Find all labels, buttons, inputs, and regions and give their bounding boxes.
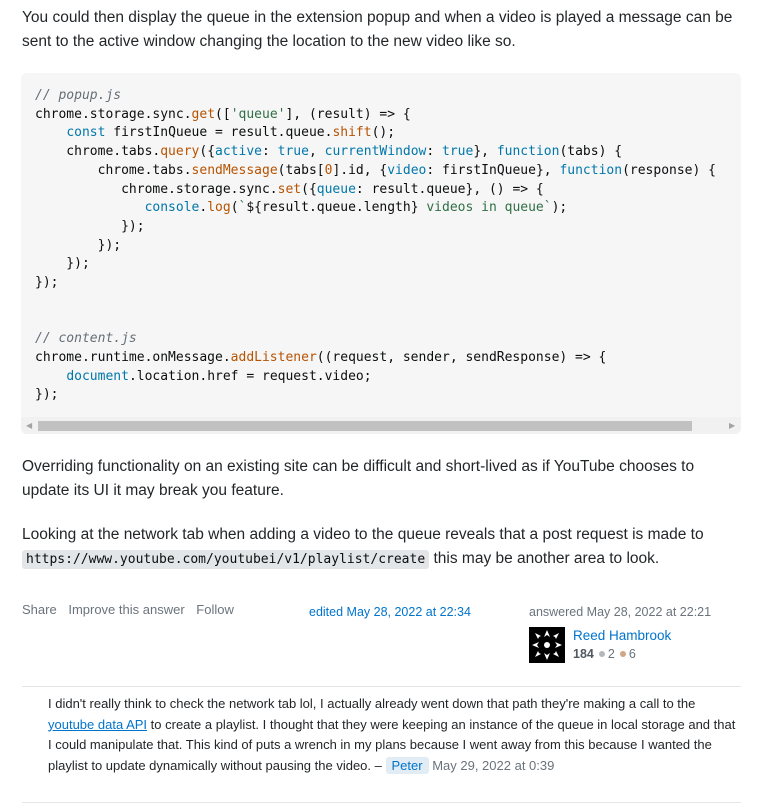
identicon-icon (529, 627, 565, 663)
scroll-right-icon[interactable]: ▶ (729, 421, 736, 430)
code-comment-content: // content.js (35, 331, 137, 347)
answered-timestamp: answered May 28, 2022 at 22:21 (529, 605, 712, 619)
comment: I didn't really think to check the network tab lol, I actually already went down that path they're making a call to the youtube data API to create a playlist. I thought that they were keeping an instance of the queue in local storage and that I could manipulate that. This kind of puts a wrench in my plans because I went away from this because I wanted the playlist to update dynamically without pausing the video. – Peter May 29, 2022 at 0:39 (48, 696, 736, 773)
silver-badge-count: 2 (607, 647, 615, 661)
comment-date[interactable]: May 29, 2022 at 0:39 (432, 757, 555, 773)
paragraph-network: Looking at the network tab when adding a video to the queue reveals that a post request is made to https://www.youtube.com/youtubei/v1/playlist/create this may be another area to look. (22, 526, 704, 567)
comment-bottom-divider (22, 802, 741, 803)
bronze-badge-icon (620, 651, 626, 657)
user-name-link[interactable]: Reed Hambrook (573, 628, 672, 643)
scroll-left-icon[interactable]: ◀ (26, 421, 33, 430)
share-link[interactable]: Share (22, 602, 57, 617)
follow-link[interactable]: Follow (196, 602, 234, 617)
horizontal-scrollbar[interactable] (21, 417, 741, 434)
user-reputation (573, 647, 636, 661)
silver-badge-icon (599, 651, 605, 657)
code-block (21, 73, 741, 434)
post-actions (22, 602, 242, 617)
scrollbar-thumb[interactable] (38, 421, 692, 431)
avatar[interactable] (529, 627, 565, 663)
comment-user-link[interactable]: Peter (386, 757, 429, 774)
improve-answer-link[interactable]: Improve this answer (68, 602, 185, 617)
bronze-badge-count: 6 (628, 647, 636, 661)
inline-code-url: https://www.youtube.com/youtubei/v1/playlist/create (22, 550, 429, 569)
paragraph-overriding: Overriding functionality on an existing site can be difficult and short-lived as if YouTube chooses to update its UI it may break you feature. (22, 458, 695, 499)
intro-paragraph: You could then display the queue in the extension popup and when a video is played a message can be sent to the active window changing the location to the new video like so. (22, 9, 733, 50)
code-content: // popup.js chrome.storage.sync.get(['queue'], (result) => { const firstInQueue = result.queue.shift(); chrome.tabs.query({active: true, currentWindow: true}, function(tabs) { chrome.tabs.sendMessage(tabs[0].id, {video: firstInQueue}, function(response) { chrome.storage.sync.set({queue: result.queue}, () => { console.log(`${result.queue.length} videos in queue`); }); }); }); }); // content.js chrome.runtime.onMessage.addListener((request, sender, sendResponse) => { document.location.href = request.video; }); (35, 88, 716, 403)
comments-divider (22, 686, 741, 687)
code-comment-popup: // popup.js (35, 88, 122, 103)
reputation-score: 184 (573, 647, 594, 661)
edited-timestamp[interactable]: edited May 28, 2022 at 22:34 (309, 605, 471, 619)
youtube-data-api-link[interactable]: youtube data API (48, 716, 148, 732)
